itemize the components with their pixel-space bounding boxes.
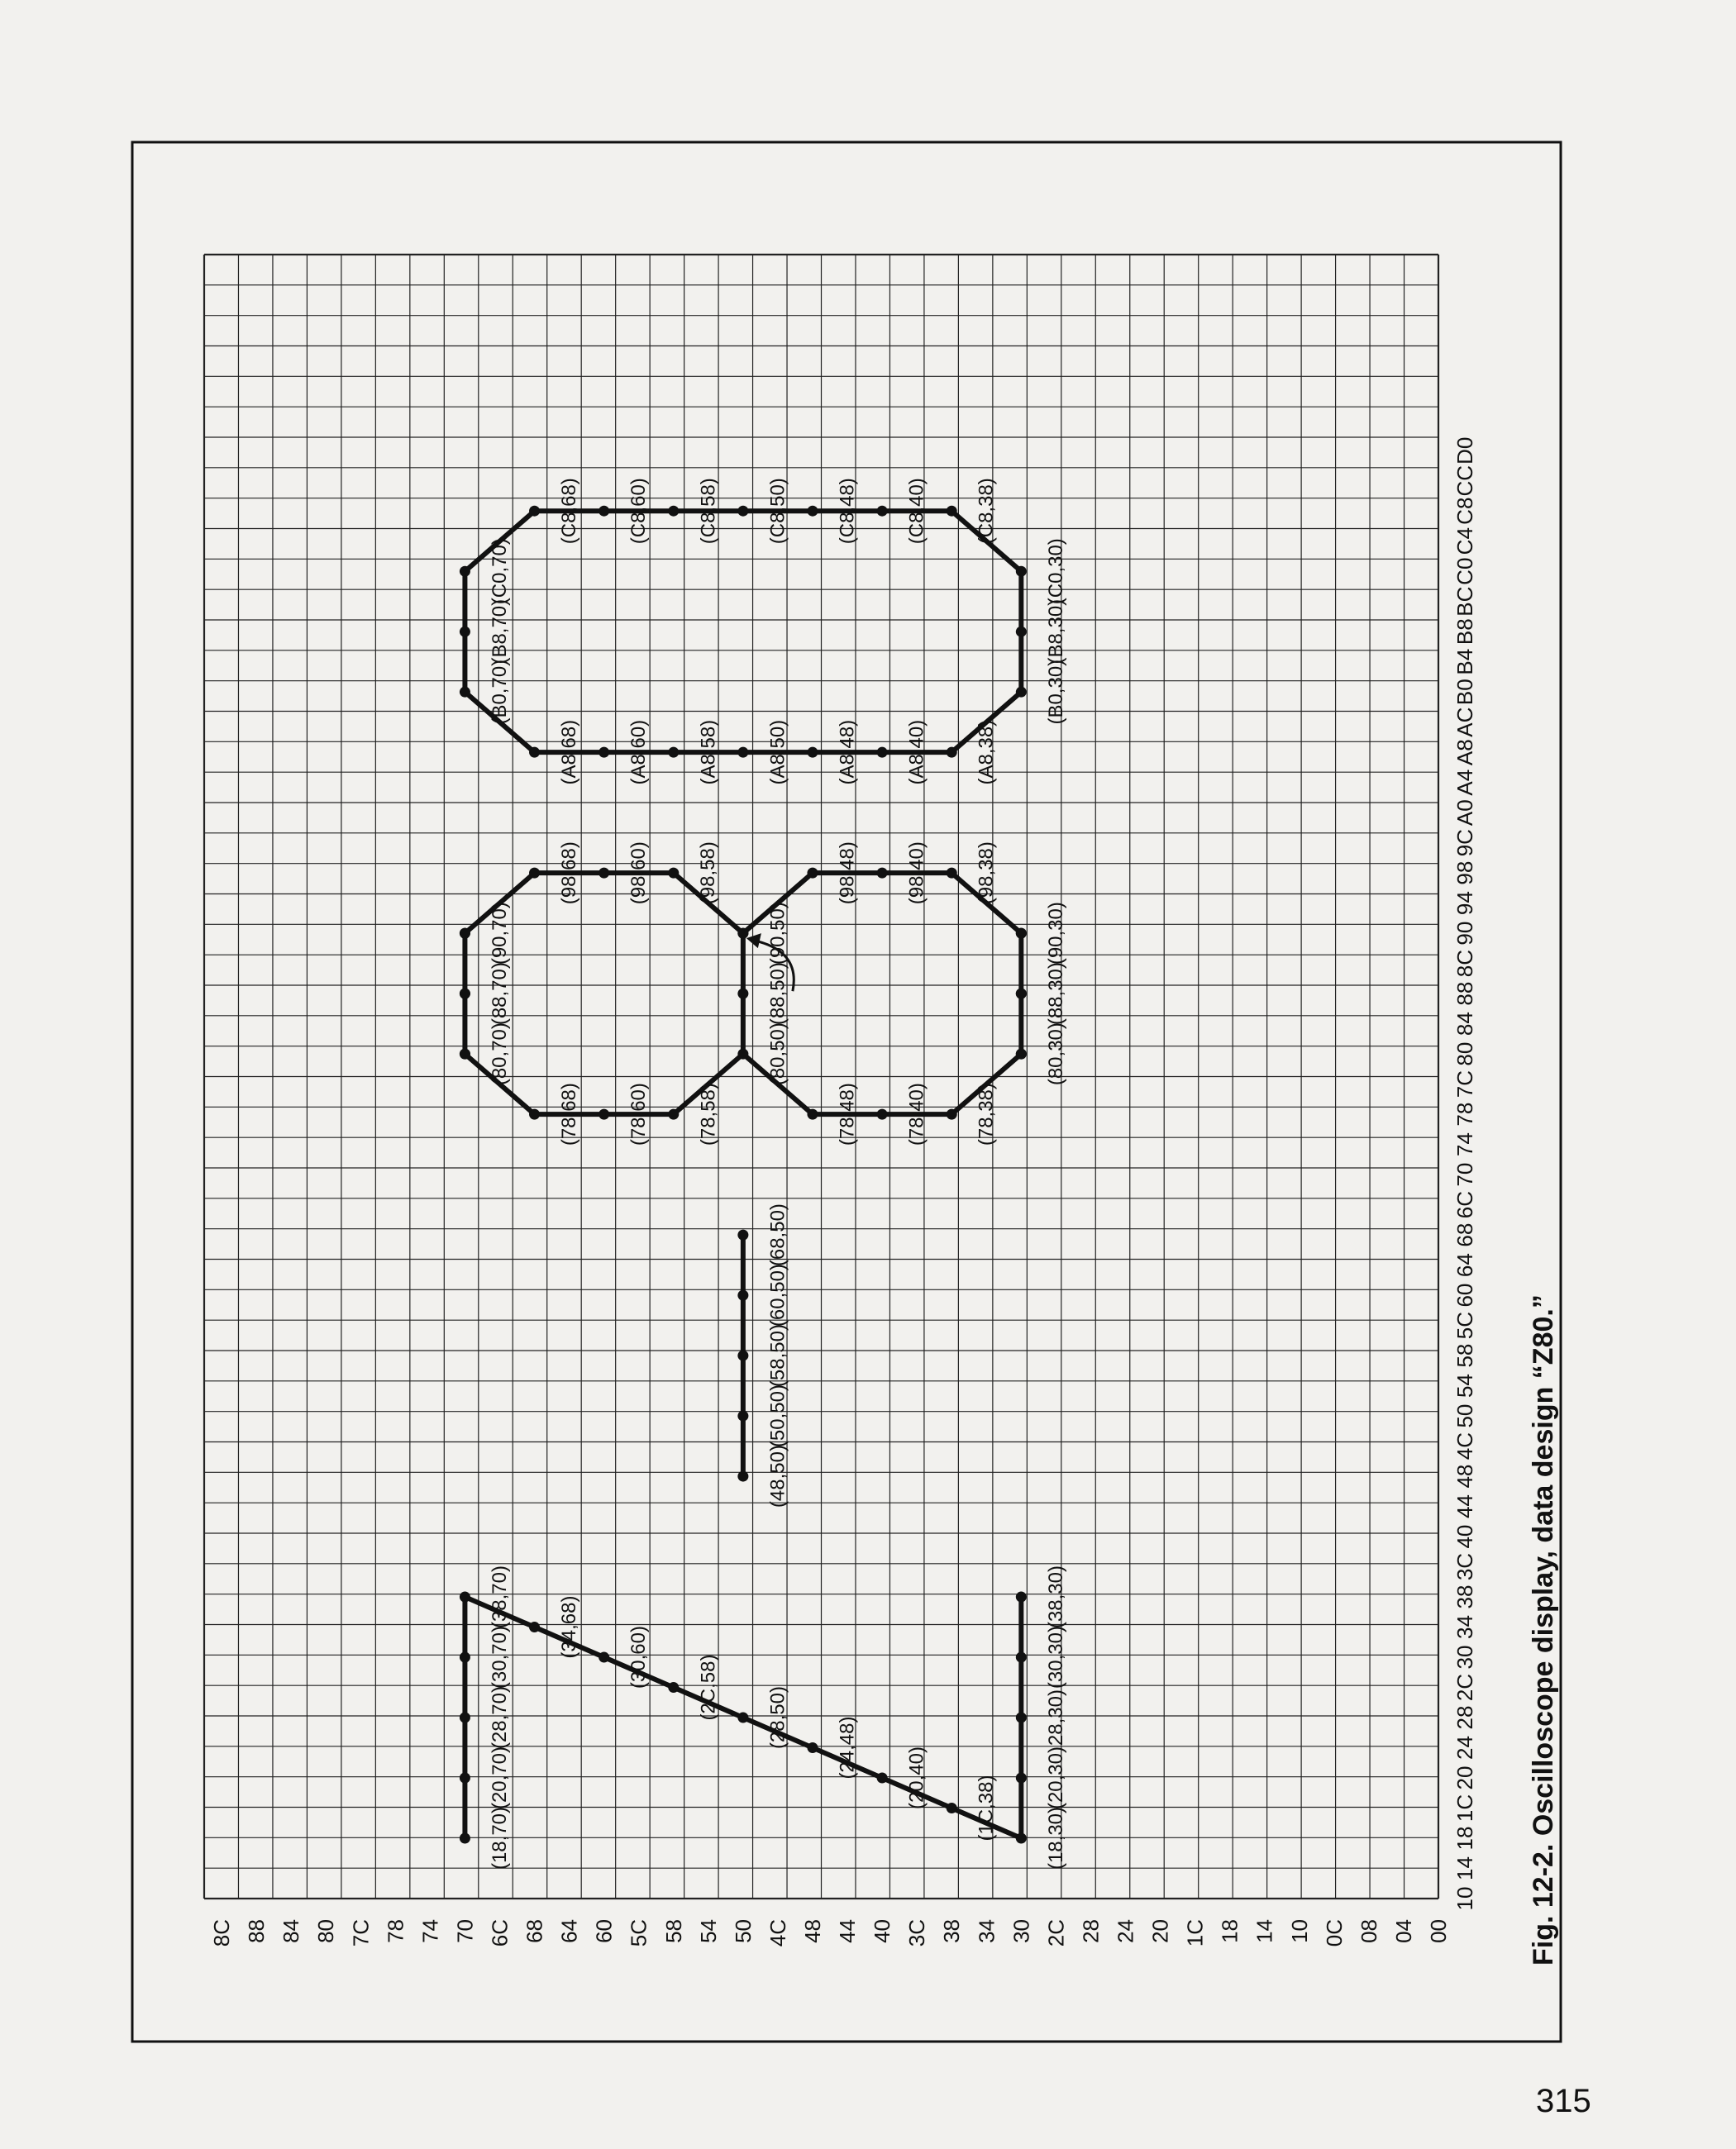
x-tick-label: 54 — [1452, 1374, 1477, 1399]
y-axis-tick-labels — [209, 1919, 1451, 1946]
data-point — [460, 989, 470, 999]
data-point — [877, 506, 888, 517]
point-label: (C8,40) — [905, 478, 928, 545]
point-label: (90,70) — [488, 902, 511, 965]
data-point — [737, 1471, 748, 1482]
point-label: (78,68) — [558, 1083, 581, 1146]
data-point — [877, 747, 888, 758]
data-point — [737, 1411, 748, 1422]
data-point — [599, 1109, 609, 1120]
x-tick-label: 50 — [1452, 1403, 1477, 1428]
point-label: (28,70) — [488, 1686, 511, 1750]
grid-lines — [204, 255, 1438, 1899]
y-tick-label: 14 — [1252, 1919, 1277, 1943]
data-point — [460, 627, 470, 637]
point-label: (98,60) — [627, 841, 651, 905]
y-tick-label: 44 — [835, 1919, 861, 1943]
data-point — [807, 1742, 818, 1753]
page-number: 315 — [1536, 2083, 1591, 2119]
point-label: (C8,68) — [558, 478, 581, 545]
point-label: (38,30) — [1044, 1565, 1067, 1629]
y-tick-label: 54 — [695, 1919, 721, 1943]
x-tick-label: 44 — [1452, 1494, 1477, 1519]
data-point — [1016, 627, 1027, 637]
point-label: (A8,58) — [697, 719, 720, 785]
x-tick-label: 58 — [1452, 1343, 1477, 1368]
point-label: (90,50) — [766, 902, 789, 965]
x-tick-label: B8 — [1452, 618, 1477, 646]
point-label: (B8,70) — [488, 598, 511, 665]
y-tick-label: 84 — [279, 1919, 304, 1943]
point-label: (80,30) — [1044, 1022, 1067, 1086]
data-point — [1016, 1713, 1027, 1723]
point-label: (88,70) — [488, 962, 511, 1026]
data-point — [460, 1833, 470, 1844]
data-point — [1016, 1652, 1027, 1663]
point-label: 28,30) — [1044, 1689, 1067, 1746]
data-point — [460, 1592, 470, 1603]
point-label: (80,70) — [488, 1022, 511, 1086]
data-point — [947, 1803, 957, 1813]
point-label: (30,60) — [627, 1626, 651, 1689]
data-point — [737, 989, 748, 999]
y-tick-label: 0C — [1321, 1919, 1347, 1947]
y-tick-label: 30 — [1009, 1919, 1034, 1943]
data-point — [737, 1290, 748, 1301]
point-label: (24,48) — [836, 1716, 859, 1780]
y-tick-label: 50 — [730, 1919, 756, 1943]
y-tick-label: 58 — [661, 1919, 686, 1943]
data-point — [599, 506, 609, 517]
y-tick-label: 38 — [939, 1919, 965, 1943]
point-label: (98,68) — [558, 841, 581, 905]
x-tick-label: A0 — [1452, 799, 1477, 827]
data-point — [460, 566, 470, 577]
data-point — [460, 687, 470, 698]
y-tick-label: 64 — [556, 1919, 582, 1943]
y-tick-label: 20 — [1147, 1919, 1173, 1943]
x-tick-label: 78 — [1452, 1102, 1477, 1127]
x-tick-label: 3C — [1452, 1552, 1477, 1581]
point-label: (58,50) — [766, 1324, 789, 1388]
point-label: (68,50) — [766, 1203, 789, 1267]
data-point — [529, 868, 540, 879]
x-tick-label: D0 — [1452, 436, 1477, 465]
x-tick-label: 24 — [1452, 1736, 1477, 1760]
point-label: (A8,60) — [627, 719, 651, 785]
data-point — [807, 747, 818, 758]
x-tick-label: 48 — [1452, 1464, 1477, 1489]
y-tick-label: 74 — [417, 1919, 443, 1943]
x-tick-label: B0 — [1452, 679, 1477, 706]
outline-zero — [465, 511, 1021, 752]
point-label: (A8,50) — [766, 719, 789, 785]
data-point — [877, 1109, 888, 1120]
point-label: (C8,60) — [627, 478, 651, 545]
point-label: (78,48) — [836, 1083, 859, 1146]
data-point — [668, 506, 679, 517]
y-tick-label: 70 — [452, 1919, 478, 1943]
point-label: (18,70) — [488, 1806, 511, 1870]
point-label: (C8,48) — [836, 478, 859, 545]
letter-outlines — [465, 511, 1021, 1838]
x-tick-label: 60 — [1452, 1283, 1477, 1308]
point-label: (78,58) — [697, 1083, 720, 1146]
data-point — [807, 868, 818, 879]
data-point — [460, 1773, 470, 1784]
x-tick-label: A4 — [1452, 769, 1477, 796]
coordinate-labels — [489, 478, 1067, 1870]
y-tick-label: 88 — [244, 1919, 269, 1943]
x-tick-label: 88 — [1452, 981, 1477, 1006]
data-point — [877, 868, 888, 879]
x-tick-label: BC — [1452, 586, 1477, 617]
coordinate-points — [460, 506, 1027, 1844]
y-tick-label: 6C — [487, 1919, 513, 1947]
x-tick-label: 98 — [1452, 860, 1477, 885]
data-point — [737, 1713, 748, 1723]
point-label: (30,70) — [488, 1626, 511, 1689]
x-tick-label: 90 — [1452, 921, 1477, 946]
x-tick-label: 80 — [1452, 1041, 1477, 1066]
point-label: (88,30) — [1044, 962, 1067, 1026]
point-label: (B8,30) — [1044, 598, 1067, 665]
data-point — [668, 1109, 679, 1120]
data-point — [460, 928, 470, 939]
point-label: (80,50) — [766, 1022, 789, 1086]
x-axis-tick-labels — [1452, 437, 1477, 1911]
y-tick-label: 5C — [626, 1919, 651, 1947]
point-label: (90,30) — [1044, 902, 1067, 965]
figure-caption: Fig. 12-2. Oscilloscope display, data design “Z80.” — [1528, 1294, 1559, 1966]
data-point — [807, 506, 818, 517]
y-tick-label: 24 — [1113, 1919, 1138, 1943]
data-point — [737, 747, 748, 758]
data-point — [947, 747, 957, 758]
data-point — [737, 1049, 748, 1060]
x-tick-label: 94 — [1452, 891, 1477, 916]
x-tick-label: 84 — [1452, 1012, 1477, 1036]
x-tick-label: C0 — [1452, 557, 1477, 585]
x-tick-label: 28 — [1452, 1705, 1477, 1730]
point-label: (1C,38) — [975, 1775, 998, 1842]
y-tick-label: 80 — [313, 1919, 339, 1943]
data-point — [1016, 1773, 1027, 1784]
point-label: (A8,40) — [905, 719, 928, 785]
x-tick-label: 18 — [1452, 1826, 1477, 1851]
x-tick-label: CC — [1452, 465, 1477, 497]
x-tick-label: 6C — [1452, 1190, 1477, 1219]
point-label: (48,50) — [766, 1445, 789, 1508]
x-tick-label: 14 — [1452, 1856, 1477, 1880]
data-point — [599, 747, 609, 758]
x-tick-label: 2C — [1452, 1673, 1478, 1702]
point-label: (20,70) — [488, 1746, 511, 1810]
y-tick-label: 7C — [348, 1919, 374, 1947]
x-tick-label: 34 — [1452, 1615, 1477, 1640]
y-tick-label: 60 — [591, 1919, 617, 1943]
point-label: (A8,38) — [975, 719, 998, 785]
y-tick-label: 28 — [1078, 1919, 1104, 1943]
data-point — [947, 868, 957, 879]
data-point — [668, 1682, 679, 1693]
point-label: (30,30) — [1044, 1626, 1067, 1689]
data-point — [668, 747, 679, 758]
y-tick-label: 68 — [522, 1919, 547, 1943]
data-point — [1016, 1592, 1027, 1603]
y-tick-label: 2C — [1043, 1919, 1069, 1947]
point-label: (A8,68) — [558, 719, 581, 785]
point-label: (78,40) — [905, 1083, 928, 1146]
point-label: (20,30) — [1044, 1746, 1067, 1810]
x-tick-label: 30 — [1452, 1645, 1477, 1670]
data-point — [737, 1351, 748, 1361]
x-tick-label: C8 — [1452, 497, 1477, 525]
point-label: (38,70) — [488, 1565, 511, 1629]
data-point — [1016, 989, 1027, 999]
data-point — [807, 1109, 818, 1120]
x-tick-label: 5C — [1452, 1311, 1477, 1340]
point-label: (60,50) — [766, 1264, 789, 1327]
point-label: (C0,70) — [488, 538, 511, 605]
y-tick-label: 40 — [870, 1919, 895, 1943]
x-tick-label: 1C — [1452, 1794, 1477, 1823]
data-point — [877, 1773, 888, 1784]
data-point — [460, 1713, 470, 1723]
x-tick-label: 9C — [1452, 829, 1477, 857]
x-tick-label: 64 — [1452, 1253, 1477, 1278]
x-tick-label: AC — [1452, 707, 1477, 737]
point-label: (78,60) — [627, 1083, 651, 1146]
y-tick-label: 08 — [1356, 1919, 1381, 1943]
y-tick-label: 3C — [904, 1919, 930, 1947]
data-point — [529, 747, 540, 758]
y-tick-label: 78 — [383, 1919, 408, 1943]
x-tick-label: B4 — [1452, 648, 1477, 675]
point-label: (20,40) — [905, 1746, 928, 1810]
point-label: (C8,38) — [975, 478, 998, 545]
point-label: (C8,50) — [766, 478, 789, 545]
arrowhead — [746, 933, 761, 948]
data-point — [947, 506, 957, 517]
x-tick-label: 74 — [1452, 1132, 1477, 1157]
point-label: (B0,70) — [488, 659, 511, 725]
data-point — [460, 1049, 470, 1060]
point-label: (34,68) — [558, 1595, 581, 1659]
data-point — [1016, 566, 1027, 577]
x-tick-label: 40 — [1452, 1524, 1477, 1549]
y-tick-label: 10 — [1286, 1919, 1312, 1943]
data-point — [529, 506, 540, 517]
y-tick-label: 1C — [1182, 1919, 1208, 1947]
x-tick-label: 70 — [1452, 1162, 1477, 1187]
point-label: (18,30) — [1044, 1806, 1067, 1870]
x-tick-label: 8C — [1452, 950, 1477, 978]
point-label: (C8,58) — [697, 478, 720, 545]
x-tick-label: 68 — [1452, 1222, 1477, 1247]
point-label: (98,40) — [905, 841, 928, 905]
y-tick-label: 18 — [1217, 1919, 1242, 1943]
x-tick-label: C4 — [1452, 527, 1477, 555]
data-point — [737, 506, 748, 517]
x-tick-label: 20 — [1452, 1765, 1477, 1790]
y-tick-label: 8C — [209, 1919, 235, 1947]
data-point — [1016, 1833, 1027, 1844]
data-point — [737, 1230, 748, 1241]
point-label: (78,38) — [975, 1083, 998, 1146]
data-point — [599, 868, 609, 879]
x-tick-label: A8 — [1452, 739, 1477, 766]
data-point — [599, 1652, 609, 1663]
data-point — [668, 868, 679, 879]
data-point — [947, 1109, 957, 1120]
point-label: (C0,30) — [1044, 538, 1067, 605]
point-label: (88,50) — [766, 962, 789, 1026]
y-tick-label: 34 — [974, 1919, 999, 1943]
data-point — [737, 928, 748, 939]
point-label: (98,58) — [697, 841, 720, 905]
point-label: (50,50) — [766, 1384, 789, 1448]
point-label: (98,38) — [975, 841, 998, 905]
x-tick-label: 4C — [1452, 1432, 1477, 1460]
x-tick-label: 38 — [1452, 1584, 1477, 1609]
data-point — [460, 1652, 470, 1663]
y-tick-label: 00 — [1426, 1919, 1451, 1943]
data-point — [1016, 687, 1027, 698]
x-tick-label: 10 — [1452, 1886, 1477, 1911]
data-point — [1016, 928, 1027, 939]
data-point — [529, 1622, 540, 1632]
point-label: (B0,30) — [1044, 659, 1067, 725]
x-tick-label: 7C — [1452, 1070, 1477, 1098]
point-label: (28,50) — [766, 1686, 789, 1750]
data-point — [529, 1109, 540, 1120]
y-tick-label: 48 — [799, 1919, 825, 1943]
point-label: (2C,58) — [697, 1654, 720, 1721]
data-point — [1016, 1049, 1027, 1060]
point-label: (A8,48) — [836, 719, 859, 785]
y-tick-label: 04 — [1390, 1919, 1416, 1943]
point-label: (98,48) — [836, 841, 859, 905]
y-tick-label: 4C — [765, 1919, 790, 1947]
